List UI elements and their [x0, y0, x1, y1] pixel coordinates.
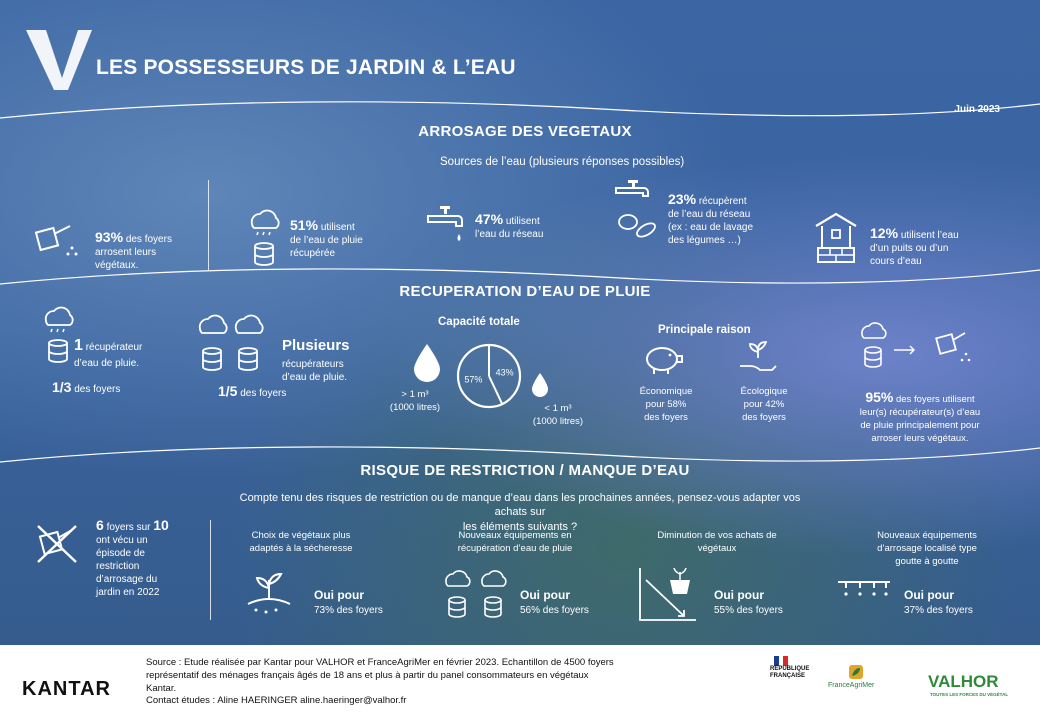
vertical-divider — [208, 180, 209, 270]
valhor-tagline: TOUTES LES FORCES DU VÉGÉTAL — [930, 692, 1009, 697]
no-watering-icon — [34, 522, 80, 566]
restriction-item-result: Oui pour 37% des foyers — [904, 588, 973, 616]
republique-francaise-logo: RÉPUBLIQUE FRANÇAISE — [770, 666, 810, 680]
section-title-arrosage: ARROSAGE DES VEGETAUX — [418, 123, 632, 140]
restriction-item-title: Diminution de vos achats de végétaux — [657, 530, 777, 554]
reason-ecologic: Écologique pour 42% des foyers — [740, 386, 788, 423]
faucet-icon — [424, 204, 466, 248]
big-drop-icon — [412, 342, 442, 382]
multi-collector-share: 1/5 des foyers — [218, 383, 287, 399]
stat-93: 93% des foyers arrosent leurs végétaux. — [95, 229, 172, 272]
piggy-bank-icon — [642, 342, 684, 376]
section-title-restriction: RISQUE DE RESTRICTION / MANQUE D’EAU — [360, 462, 690, 479]
vertical-divider — [210, 520, 211, 620]
section-title-recuperation: RECUPERATION D’EAU DE PLUIE — [399, 283, 651, 300]
franceagrimer-leaf-icon — [848, 664, 864, 680]
restriction-item-title: Choix de végétaux plus adaptés à la sécheresse — [249, 530, 353, 554]
well-icon — [812, 210, 860, 266]
restriction-item-result: Oui pour 73% des foyers — [314, 588, 383, 616]
valhor-logo: VALHOR — [928, 672, 999, 691]
rain-barrel-icon — [246, 208, 282, 270]
rain-barrels-icon — [196, 313, 268, 375]
capacity-pie-chart — [455, 342, 523, 410]
pie-slice-label: 43% — [495, 367, 514, 378]
v-logo-icon — [26, 30, 92, 90]
decline-chart-icon — [636, 566, 698, 624]
wave-divider — [0, 96, 1040, 126]
stat-12: 12% utilisent l’eau d’un puits ou d’un cours d’eau — [870, 225, 959, 268]
sources-subtitle: Sources de l’eau (plusieurs réponses possibles) — [440, 156, 685, 168]
rain-barrel-icon — [40, 305, 76, 367]
hand-plant-icon — [738, 340, 778, 376]
page-title: LES POSSESSEURS DE JARDIN & L’EAU — [96, 56, 516, 79]
one-collector-share: 1/3 des foyers — [52, 379, 121, 395]
stat-51: 51% utilisent de l’eau de pluie récupérée — [290, 217, 363, 260]
franceagrimer-logo: FranceAgriMer — [828, 682, 875, 689]
one-collector: 1 récupérateur d’eau de pluie. — [74, 337, 143, 369]
rain-barrels-icon — [442, 568, 514, 622]
watering-can-icon — [34, 220, 80, 260]
date-label: Juin 2023 — [954, 104, 1000, 115]
stat-47: 47% utilisent l’eau du réseau — [475, 211, 544, 241]
restriction-item-title: Nouveaux équipements d’arrosage localisé type goutte à goutte — [877, 530, 977, 567]
drip-irrigation-icon — [836, 576, 892, 606]
restriction-question: Compte tenu des risques de restriction ou de manque d’eau dans les prochaines années, pensez-vous adapter vos achats sur les éléments suivants ? — [239, 492, 801, 533]
restriction-item-result: Oui pour 55% des foyers — [714, 588, 783, 616]
faucet-vegetables-icon — [610, 178, 660, 242]
pie-slice-divider — [489, 376, 502, 404]
reason-title: Principale raison — [658, 324, 751, 336]
marianne-icon — [774, 656, 788, 666]
source-note: Source : Etude réalisée par Kantar pour VALHOR et FranceAgriMer en février 2023. Echantillon de 4500 foyers représentatif des ménages français âgés de 18 ans et plus à partir du panel consommateurs en végétaux Kantar. Contact études : Aline HAERINGER aline.haeringer@valhor.fr — [146, 657, 614, 707]
sprout-icon — [244, 560, 294, 616]
stat-23: 23% récupèrent de l’eau du réseau (ex : eau de lavage des légumes …) — [668, 191, 754, 247]
restriction-stat: 6 foyers sur 10 ont vécu un épisode de restriction d’arrosage du jardin en 2022 — [96, 517, 169, 599]
use-95: 95% des foyers utilisent leur(s) récupérateur(s) d’eau de pluie principalement pour arroser leurs végétaux. — [859, 389, 981, 444]
pie-slice-label: 57% — [464, 374, 483, 385]
kantar-logo: KANTAR — [22, 678, 111, 700]
restriction-item-title: Nouveaux équipements en récupération d’eau de pluie — [457, 530, 573, 554]
small-drop-icon — [531, 372, 549, 398]
reason-economic: Économique pour 58% des foyers — [639, 386, 693, 423]
multi-collector-word: Plusieurs — [282, 337, 350, 354]
big-capacity-label: > 1 m³ (1000 litres) — [389, 389, 441, 413]
restriction-item-result: Oui pour 56% des foyers — [520, 588, 589, 616]
small-capacity-label: < 1 m³ (1000 litres) — [532, 403, 584, 427]
barrel-to-watering-can-icon — [858, 320, 972, 372]
capacity-title: Capacité totale — [438, 316, 520, 328]
multi-collector-text: récupérateurs d’eau de pluie. — [282, 359, 348, 383]
